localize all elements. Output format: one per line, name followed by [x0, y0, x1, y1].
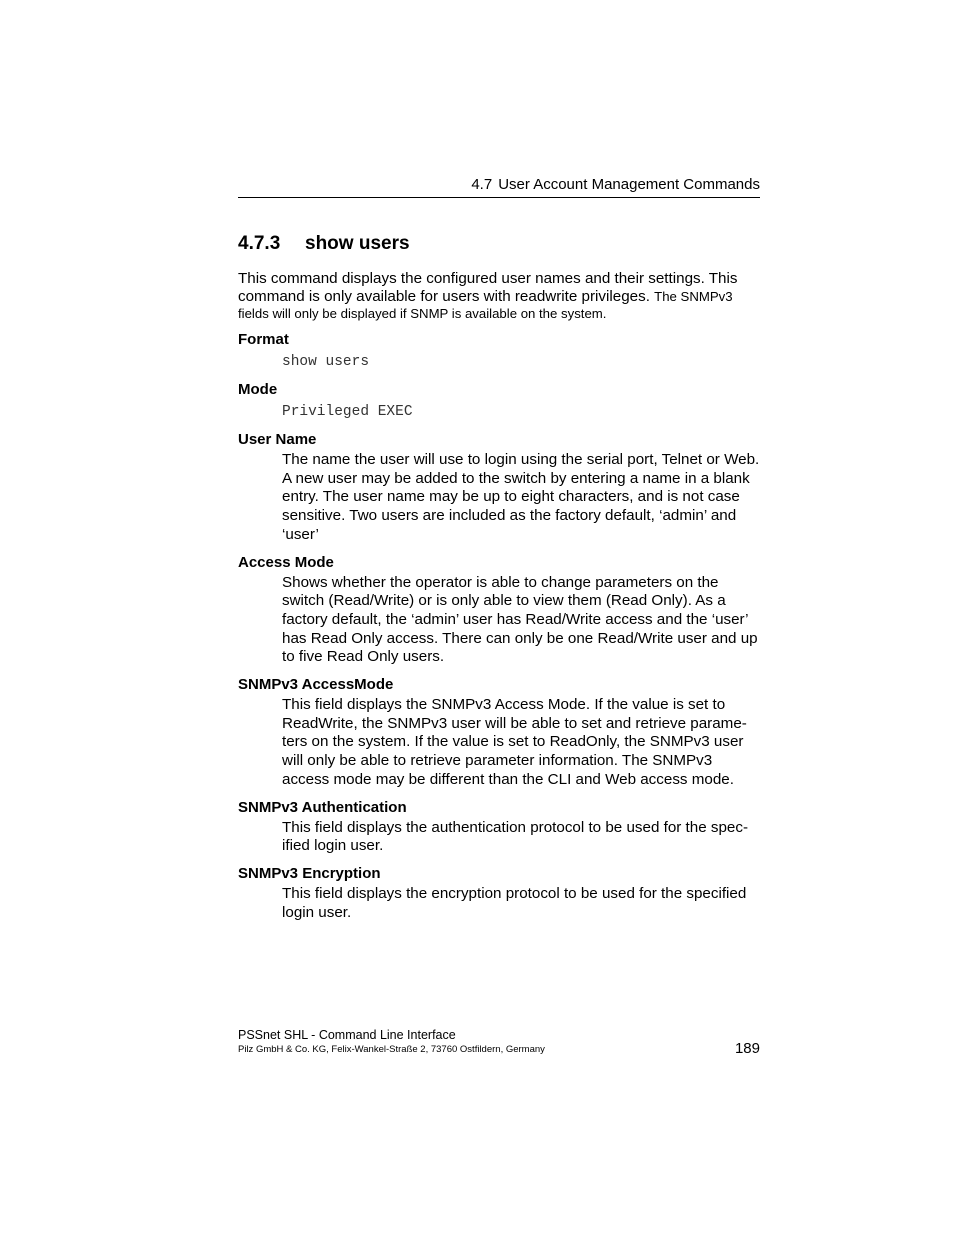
footer	[238, 1028, 545, 1056]
intro-note: The SNMPv3 fields will only be displayed if SNMP is available on the system.	[238, 288, 733, 321]
field-label-access-mode: Access Mode	[238, 553, 334, 571]
field-desc-access-mode: Shows whether the operator is able to change parameters on the switch (Read/Write) or is only able to view them (Read Only). As a factory default, the ‘admin’ user has Read/Write access and the ‘user’ has Read Only access. There can only be one Read/Write user and up to five Read Only users.	[282, 573, 758, 666]
command-details	[238, 331, 760, 931]
header-section-title: User Account Management Commands	[498, 176, 760, 193]
running-header	[238, 175, 760, 198]
field-desc-snmpv3-authentication: This field displays the authentication protocol to be used for the spec-ified login user.	[282, 818, 749, 855]
field-desc-user-name: The name the user will use to login using the serial port, Telnet or Web. A new user may be added to the switch by entering a name in a blank entry. The user name may be up to eight characters, and is not case sensitive. Two users are included as the factory default, ‘admin’ and ‘user’	[282, 451, 760, 543]
section-heading	[238, 232, 410, 256]
field-desc-snmpv3-accessmode: This field displays the SNMPv3 Access Mode. If the value is set to ReadWrite, the SNMPv3 user will be able to set and retrieve parame-ters on the system. If the value is set to ReadOnly, the SNMPv3 user will only be able to retrieve parameter information. The SNMPv3 access mode may be different than the CLI and Web access mode.	[282, 696, 747, 788]
section-title: show users	[305, 233, 410, 254]
field-label-user-name: User Name	[238, 431, 317, 448]
format-label: Format	[238, 331, 289, 348]
field-label-snmpv3-encryption: SNMPv3 Encryption	[238, 864, 381, 882]
mode-value: Privileged EXEC	[282, 404, 413, 420]
field-label-snmpv3-authentication: SNMPv3 Authentication	[238, 798, 407, 816]
intro-paragraph	[238, 270, 760, 323]
intro-text: This command displays the configured user names and their settings. This command is only available for users with readwrite privileges.	[238, 270, 738, 305]
field-desc-snmpv3-encryption: This field displays the encryption protocol to be used for the specified login user.	[282, 884, 747, 921]
footer-title: PSSnet SHL - Command Line Interface	[238, 1028, 456, 1042]
page-number: 189	[734, 1040, 760, 1057]
header-section-number: 4.7	[471, 176, 493, 193]
footer-address: Pilz GmbH & Co. KG, Felix-Wankel-Straße 2, 73760 Ostfildern, Germany	[238, 1044, 545, 1055]
mode-label: Mode	[238, 381, 278, 398]
field-label-snmpv3-accessmode: SNMPv3 AccessMode	[238, 676, 394, 694]
format-value: show users	[282, 354, 370, 370]
section-number: 4.7.3	[238, 233, 281, 254]
